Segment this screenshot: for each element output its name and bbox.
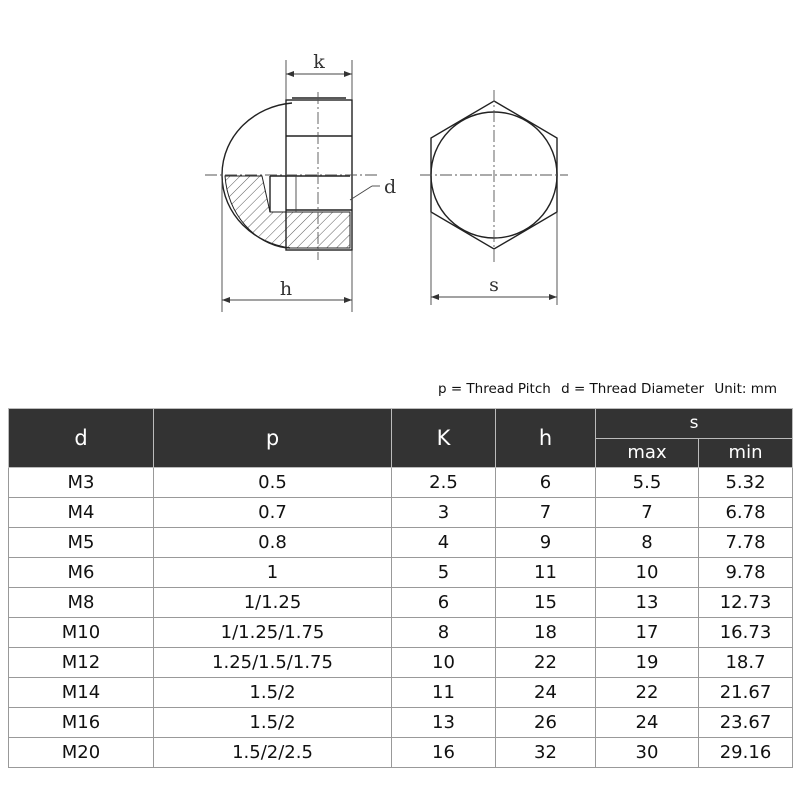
- cell-min: 29.16: [699, 738, 793, 768]
- cell-max: 22: [596, 678, 699, 708]
- cell-d: M8: [9, 588, 154, 618]
- cell-k: 2.5: [392, 468, 496, 498]
- cell-k: 16: [392, 738, 496, 768]
- cell-k: 8: [392, 618, 496, 648]
- front-view: [420, 90, 568, 262]
- label-s: s: [489, 274, 499, 296]
- cell-h: 18: [496, 618, 596, 648]
- legend-pitch: p = Thread Pitch: [437, 381, 551, 397]
- cell-max: 13: [596, 588, 699, 618]
- table-row: [9, 528, 793, 558]
- dimension-d: [350, 176, 396, 200]
- cell-k: 10: [392, 648, 496, 678]
- cell-max: 5.5: [596, 468, 699, 498]
- cell-h: 6: [496, 468, 596, 498]
- header-k: K: [392, 409, 496, 468]
- cell-min: 18.7: [699, 648, 793, 678]
- cell-min: 21.67: [699, 678, 793, 708]
- cell-h: 32: [496, 738, 596, 768]
- cell-d: M12: [9, 648, 154, 678]
- cell-k: 5: [392, 558, 496, 588]
- cell-p: 0.7: [154, 498, 392, 528]
- cell-p: 0.5: [154, 468, 392, 498]
- table-row: [9, 618, 793, 648]
- header-p: p: [154, 409, 392, 468]
- header-h: h: [496, 409, 596, 468]
- cell-h: 15: [496, 588, 596, 618]
- table-row: [9, 558, 793, 588]
- cell-d: M16: [9, 708, 154, 738]
- cell-p: 0.8: [154, 528, 392, 558]
- cell-d: M20: [9, 738, 154, 768]
- cell-d: M6: [9, 558, 154, 588]
- legend: [0, 381, 777, 397]
- cell-h: 9: [496, 528, 596, 558]
- spec-table: [8, 408, 793, 768]
- label-d: d: [384, 176, 397, 198]
- cell-d: M14: [9, 678, 154, 708]
- cell-p: 1.25/1.5/1.75: [154, 648, 392, 678]
- cell-d: M3: [9, 468, 154, 498]
- cell-p: 1.5/2: [154, 708, 392, 738]
- side-view: [205, 92, 380, 260]
- cell-k: 4: [392, 528, 496, 558]
- table-row: [9, 708, 793, 738]
- cell-k: 13: [392, 708, 496, 738]
- cell-d: M5: [9, 528, 154, 558]
- cell-d: M4: [9, 498, 154, 528]
- cell-p: 1.5/2/2.5: [154, 738, 392, 768]
- cap-nut-drawing: [0, 0, 800, 340]
- cell-min: 23.67: [699, 708, 793, 738]
- label-k: k: [313, 51, 325, 73]
- cell-min: 16.73: [699, 618, 793, 648]
- cell-min: 12.73: [699, 588, 793, 618]
- cell-h: 26: [496, 708, 596, 738]
- table-row: [9, 588, 793, 618]
- header-s-min: min: [699, 438, 793, 468]
- cell-max: 7: [596, 498, 699, 528]
- cell-p: 1: [154, 558, 392, 588]
- header-s: s: [596, 409, 793, 439]
- label-h: h: [279, 278, 293, 300]
- table-row: [9, 648, 793, 678]
- cell-p: 1/1.25: [154, 588, 392, 618]
- cell-k: 3: [392, 498, 496, 528]
- cell-max: 24: [596, 708, 699, 738]
- cell-min: 7.78: [699, 528, 793, 558]
- legend-unit: Unit: mm: [714, 381, 777, 397]
- cell-d: M10: [9, 618, 154, 648]
- header-s-max: max: [596, 438, 699, 468]
- cell-k: 6: [392, 588, 496, 618]
- cell-h: 11: [496, 558, 596, 588]
- cell-h: 24: [496, 678, 596, 708]
- cell-max: 19: [596, 648, 699, 678]
- legend-diameter: d = Thread Diameter: [561, 381, 705, 397]
- cell-min: 6.78: [699, 498, 793, 528]
- cell-min: 9.78: [699, 558, 793, 588]
- cell-max: 10: [596, 558, 699, 588]
- dimension-k: [286, 51, 352, 100]
- table-row: [9, 738, 793, 768]
- table-row: [9, 498, 793, 528]
- cell-min: 5.32: [699, 468, 793, 498]
- cell-h: 22: [496, 648, 596, 678]
- spec-table-body: [9, 468, 793, 768]
- cell-p: 1/1.25/1.75: [154, 618, 392, 648]
- cell-max: 30: [596, 738, 699, 768]
- cell-max: 17: [596, 618, 699, 648]
- cell-max: 8: [596, 528, 699, 558]
- cell-p: 1.5/2: [154, 678, 392, 708]
- cell-h: 7: [496, 498, 596, 528]
- table-row: [9, 678, 793, 708]
- cell-k: 11: [392, 678, 496, 708]
- header-d: d: [9, 409, 154, 468]
- table-row: [9, 468, 793, 498]
